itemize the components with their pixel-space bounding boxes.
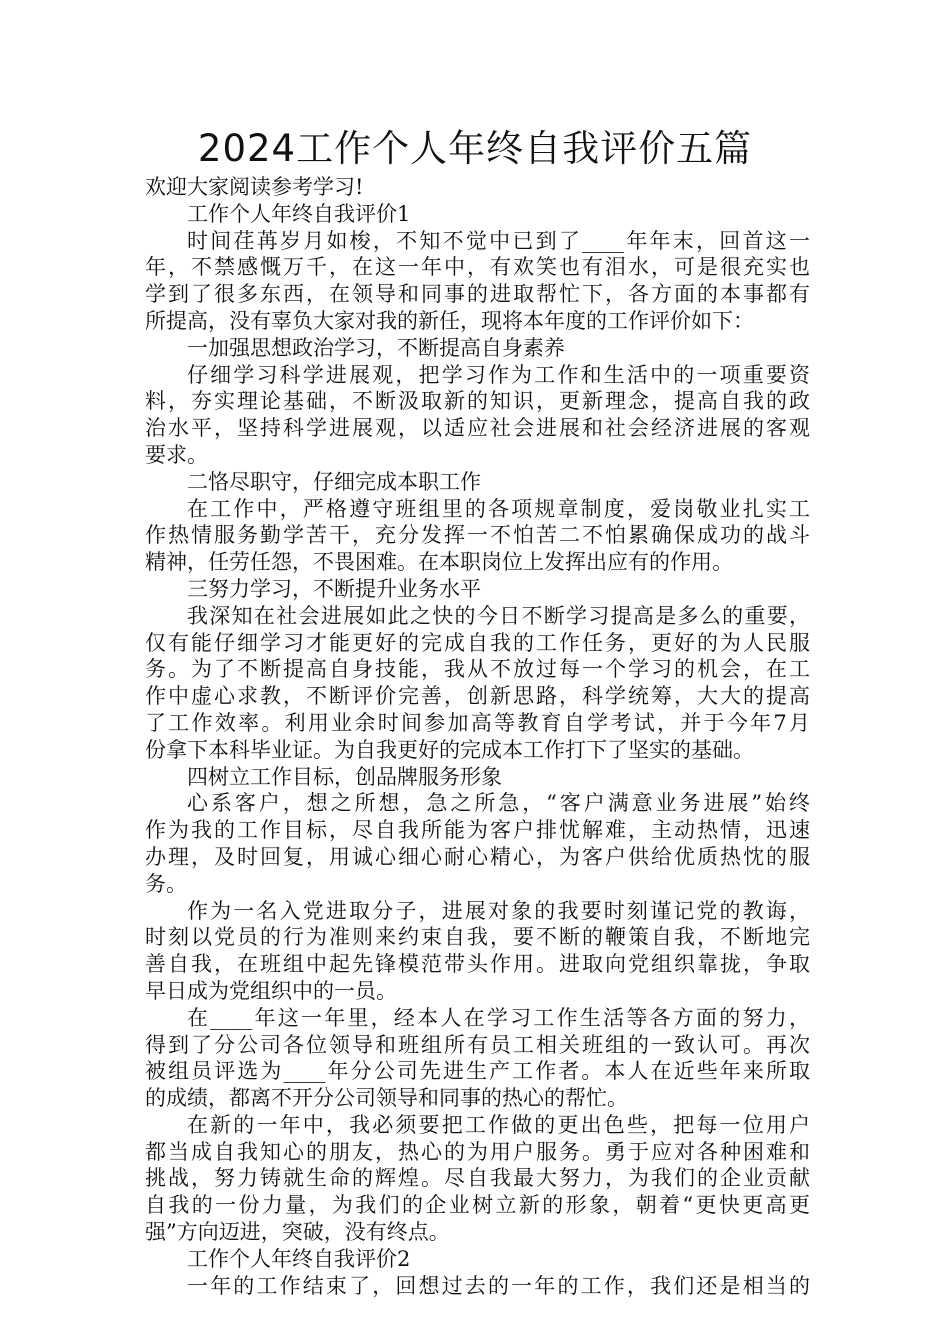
paragraph-line: 时间荏苒岁月如梭，不知不觉中已到了____年年末，回首这一 [187,228,810,253]
paragraph-line: 早日成为党组织中的一员。 [145,978,397,1003]
paragraph-line: 精神，任劳任怨，不畏困难。在本职岗位上发挥出应有的作用。 [145,550,733,575]
section-heading: 工作个人年终自我评价2 [187,1246,411,1271]
paragraph-line: 学到了很多东西，在领导和同事的进取帮忙下，各方面的本事都有 [145,282,810,307]
paragraph-line: 在____年这一年里，经本人在学习工作生活等各方面的努力， [187,1005,810,1030]
subheading-line: 四树立工作目标，创品牌服务形象 [187,764,502,789]
paragraph-line: 料，夯实理论基础，不断汲取新的知识，更新理念，提高自我的政 [145,389,810,414]
paragraph-line: 年，不禁感慨万千，在这一年中，有欢笑也有泪水，可是很充实也 [145,255,810,280]
paragraph-line: 务。 [145,871,187,896]
document-title: 2024工作个人年终自我评价五篇 [197,127,753,170]
paragraph-line: 作中虚心求教，不断评价完善，创新思路，科学统筹，大大的提高 [145,684,810,709]
subheading-line: 三努力学习，不断提升业务水平 [187,576,481,601]
paragraph-line: 仅有能仔细学习才能更好的完成自我的工作任务，更好的为人民服 [145,630,810,655]
paragraph-line: 仔细学习科学进展观，把学习作为工作和生活中的一项重要资 [187,362,810,387]
paragraph-line: 在新的一年中，我必须要把工作做的更出色些，把每一位用户 [187,1112,810,1137]
paragraph-line: 挑战，努力铸就生命的辉煌。尽自我最大努力，为我们的企业贡献 [145,1166,810,1191]
paragraph-line: 治水平，坚持科学进展观，以适应社会进展和社会经济进展的客观 [145,416,810,441]
paragraph-line: 被组员评选为____年分公司先进生产工作者。本人在近些年来所取 [145,1059,810,1084]
paragraph-line: 在工作中，严格遵守班组里的各项规章制度，爱岗敬业扎实工 [187,496,810,521]
paragraph-line: 所提高，没有辜负大家对我的新任，现将本年度的工作评价如下： [145,308,754,333]
paragraph-line: 要求。 [145,442,208,467]
section-heading: 工作个人年终自我评价1 [187,201,411,226]
paragraph-line: 自我的一份力量，为我们的企业树立新的形象，朝着“更快更高更 [145,1193,810,1218]
paragraph-line: 善自我，在班组中起先锋模范带头作用。进取向党组织靠拢，争取 [145,952,810,977]
paragraph-line: 作热情服务勤学苦干，充分发挥一不怕苦二不怕累确保成功的战斗 [145,523,810,548]
paragraph-line: 心系客户，想之所想，急之所急，“客户满意业务进展”始终 [187,791,810,816]
paragraph-line: 务。为了不断提高自身技能，我从不放过每一个学习的机会，在工 [145,657,810,682]
subheading-line: 二恪尽职守，仔细完成本职工作 [187,469,481,494]
paragraph-line: 的成绩，都离不开分公司领导和同事的热心的帮忙。 [145,1086,628,1111]
paragraph-line: 强”方向迈进，突破，没有终点。 [145,1220,450,1245]
paragraph-line: 了工作效率。利用业余时间参加高等教育自学考试，并于今年7月 [145,710,810,735]
paragraph-line: 得到了分公司各位领导和班组所有员工相关班组的一致认可。再次 [145,1032,810,1057]
paragraph-line: 作为一名入党进取分子，进展对象的我要时刻谨记党的教诲， [187,898,810,923]
paragraph-line: 作为我的工作目标，尽自我所能为客户排忧解难，主动热情，迅速 [145,818,810,843]
paragraph-line: 一年的工作结束了，回想过去的一年的工作，我们还是相当的 [187,1273,810,1298]
paragraph-line: 份拿下本科毕业证。为自我更好的完成本工作打下了坚实的基础。 [145,737,754,762]
intro-line: 欢迎大家阅读参考学习! [145,175,364,199]
document-body [145,174,810,1299]
paragraph-line: 我深知在社会进展如此之快的今日不断学习提高是多么的重要， [187,603,810,628]
paragraph-line: 办理，及时回复，用诚心细心耐心精心，为客户供给优质热忱的服 [145,844,810,869]
paragraph-line: 时刻以党员的行为准则来约束自我，要不断的鞭策自我，不断地完 [145,925,810,950]
subheading-line: 一加强思想政治学习，不断提高自身素养 [187,335,565,360]
paragraph-line: 都当成自我知心的朋友，热心的为用户服务。勇于应对各种困难和 [145,1139,810,1164]
